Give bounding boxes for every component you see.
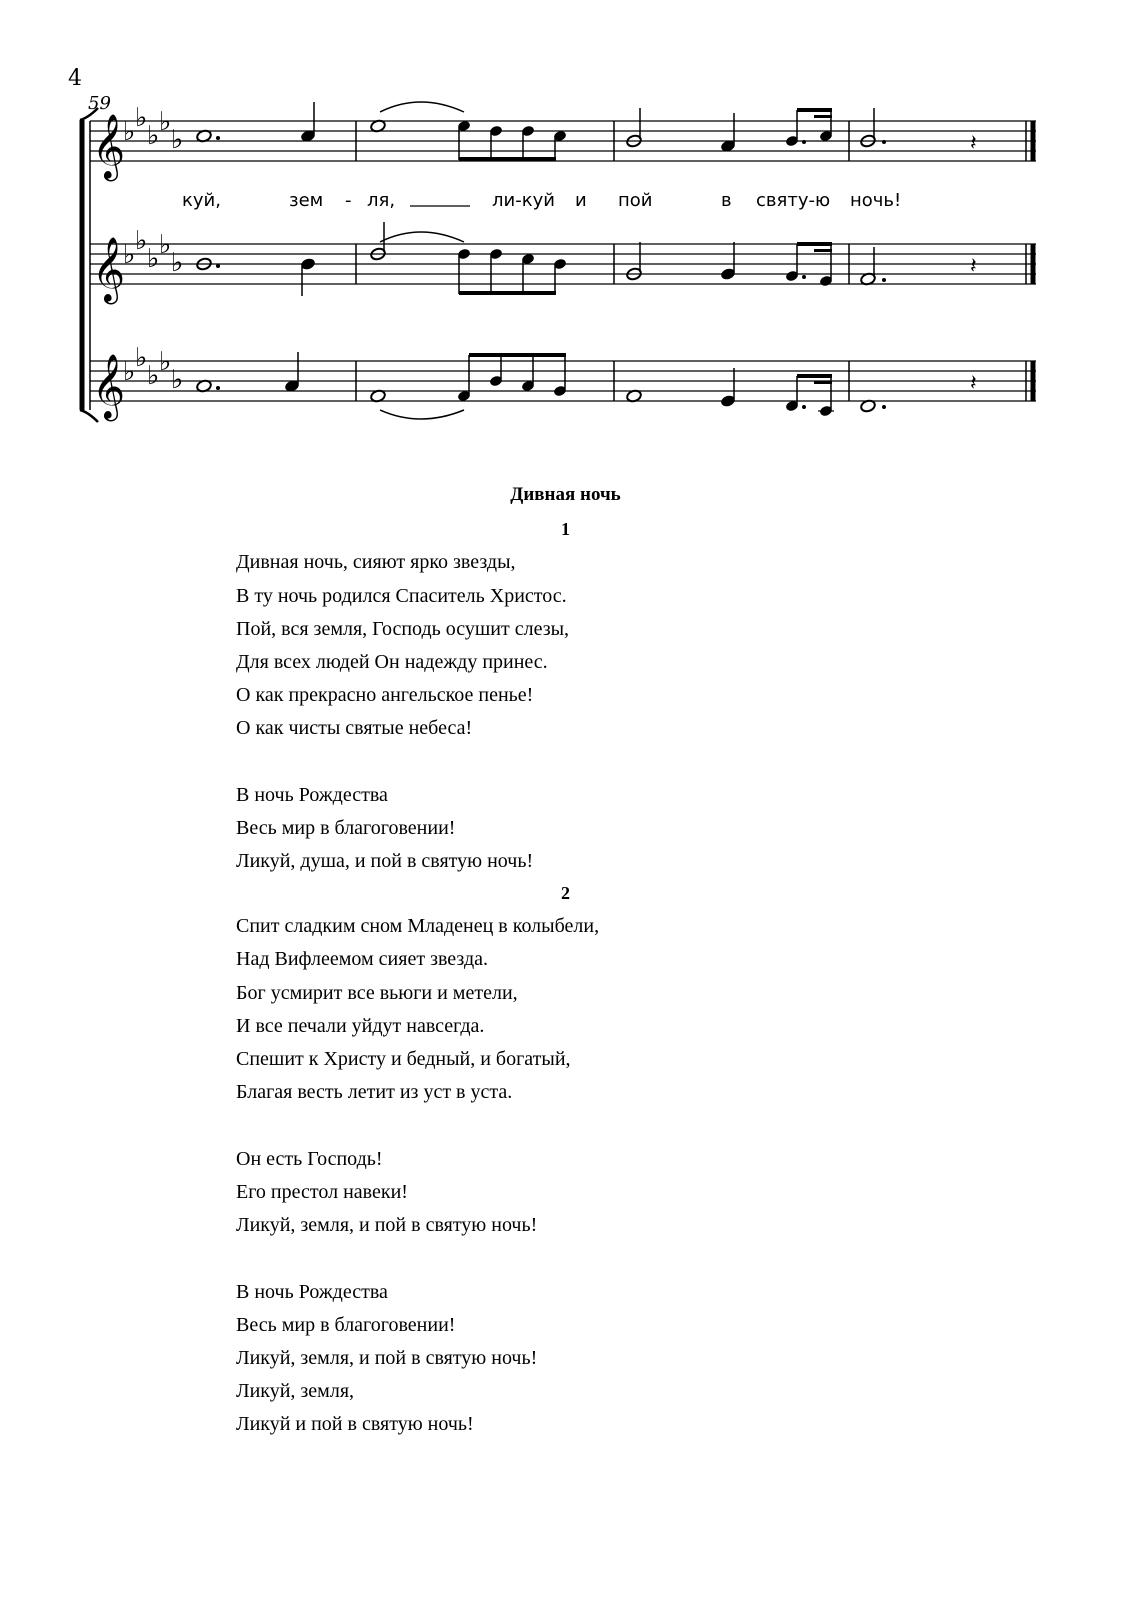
- music-score: [0, 0, 1131, 440]
- verse-line: Ликуй, душа, и пой в святую ночь!: [236, 850, 534, 872]
- svg-text:♭: ♭: [123, 357, 136, 387]
- lyric-syllable: ли-куй: [492, 190, 555, 211]
- lyric-syllable: пой: [618, 190, 653, 211]
- lyric-syllable: в: [721, 190, 732, 211]
- verse-line: Пой, вся земля, Господь осушит слезы,: [236, 618, 570, 640]
- staff-soprano: [90, 102, 1036, 410]
- svg-text:♭: ♭: [135, 103, 148, 133]
- quarter-rest-icon: 𝄽: [970, 131, 977, 156]
- quarter-rest-icon: 𝄽: [970, 254, 977, 279]
- verse-line: В ночь Рождества: [236, 784, 388, 806]
- lyric-syllable: -: [345, 190, 352, 211]
- verse-line: Весь мир в благоговении!: [236, 1314, 456, 1336]
- verse-line: Дивная ночь, сияют ярко звезды,: [236, 551, 516, 573]
- verse-line: И все печали уйдут навсегда.: [236, 1015, 485, 1037]
- svg-text:♭: ♭: [159, 107, 172, 137]
- svg-text:♭: ♭: [123, 240, 136, 270]
- verse-line: Ликуй, земля, и пой в святую ночь!: [236, 1214, 538, 1236]
- beam: [459, 157, 556, 161]
- lyric-syllable: святу-ю: [756, 190, 831, 211]
- verse-line: Благая весть летит из уст в уста.: [236, 1081, 513, 1103]
- lyric-syllable: ночь!: [850, 190, 902, 211]
- slur: [380, 102, 464, 112]
- staff-lower: [90, 343, 1036, 421]
- verse-line: Спит сладким сном Младенец в колыбели,: [236, 915, 600, 937]
- key-signature: [123, 226, 183, 278]
- verse-line: О как прекрасно ангельское пенье!: [236, 684, 534, 706]
- lyric-syllable: и: [575, 190, 587, 211]
- treble-clef-icon: 𝄞: [92, 354, 126, 419]
- quarter-rest-icon: 𝄽: [970, 371, 977, 396]
- verse-line: Спешит к Христу и бедный, и богатый,: [236, 1048, 571, 1070]
- stanza-number: 1: [561, 519, 570, 539]
- svg-text:♭: ♭: [171, 125, 184, 155]
- dot: [216, 136, 220, 140]
- lyrics-line: [182, 190, 901, 211]
- svg-text:♭: ♭: [135, 343, 148, 373]
- lyric-syllable: ля,: [367, 190, 396, 211]
- verse-line: Для всех людей Он надежду принес.: [236, 651, 548, 673]
- key-signature: [123, 343, 183, 395]
- svg-text:♭: ♭: [135, 226, 148, 256]
- verse-line: Ликуй, земля, и пой в святую ночь!: [236, 1347, 538, 1369]
- measure-number: 59: [88, 93, 111, 114]
- verse-line: Весь мир в благоговении!: [236, 817, 456, 839]
- svg-text:♭: ♭: [171, 248, 184, 278]
- treble-clef-icon: 𝄞: [92, 237, 126, 302]
- verse-line: Ликуй, земля,: [236, 1380, 355, 1402]
- verse-line: Его престол навеки!: [236, 1181, 408, 1203]
- key-signature: [123, 103, 183, 155]
- lyric-syllable: зем: [289, 190, 324, 211]
- lyric-syllable: куй,: [182, 190, 221, 211]
- verse-line: Ликуй и пой в святую ночь!: [236, 1413, 474, 1435]
- treble-clef-icon: 𝄞: [92, 114, 126, 179]
- svg-text:♭: ♭: [123, 117, 136, 147]
- verse-line: Бог усмирит все вьюги и метели,: [236, 982, 518, 1004]
- svg-text:♭: ♭: [147, 121, 160, 151]
- svg-text:♭: ♭: [159, 347, 172, 377]
- svg-text:♭: ♭: [147, 244, 160, 274]
- stanza-number: 2: [561, 883, 570, 903]
- verse-line: В ту ночь родился Спаситель Христос.: [236, 585, 567, 607]
- verse-line: О как чисты святые небеса!: [236, 717, 473, 739]
- song-title: Дивная ночь: [510, 484, 621, 505]
- svg-text:♭: ♭: [171, 365, 184, 395]
- staff-alto: [90, 222, 1036, 304]
- svg-text:♭: ♭: [159, 230, 172, 260]
- svg-text:♭: ♭: [147, 361, 160, 391]
- verse-line: Он есть Господь!: [236, 1148, 383, 1170]
- page-number: 4: [68, 66, 82, 91]
- verse-line: В ночь Рождества: [236, 1281, 388, 1303]
- verse-line: Над Вифлеемом сияет звезда.: [236, 948, 489, 970]
